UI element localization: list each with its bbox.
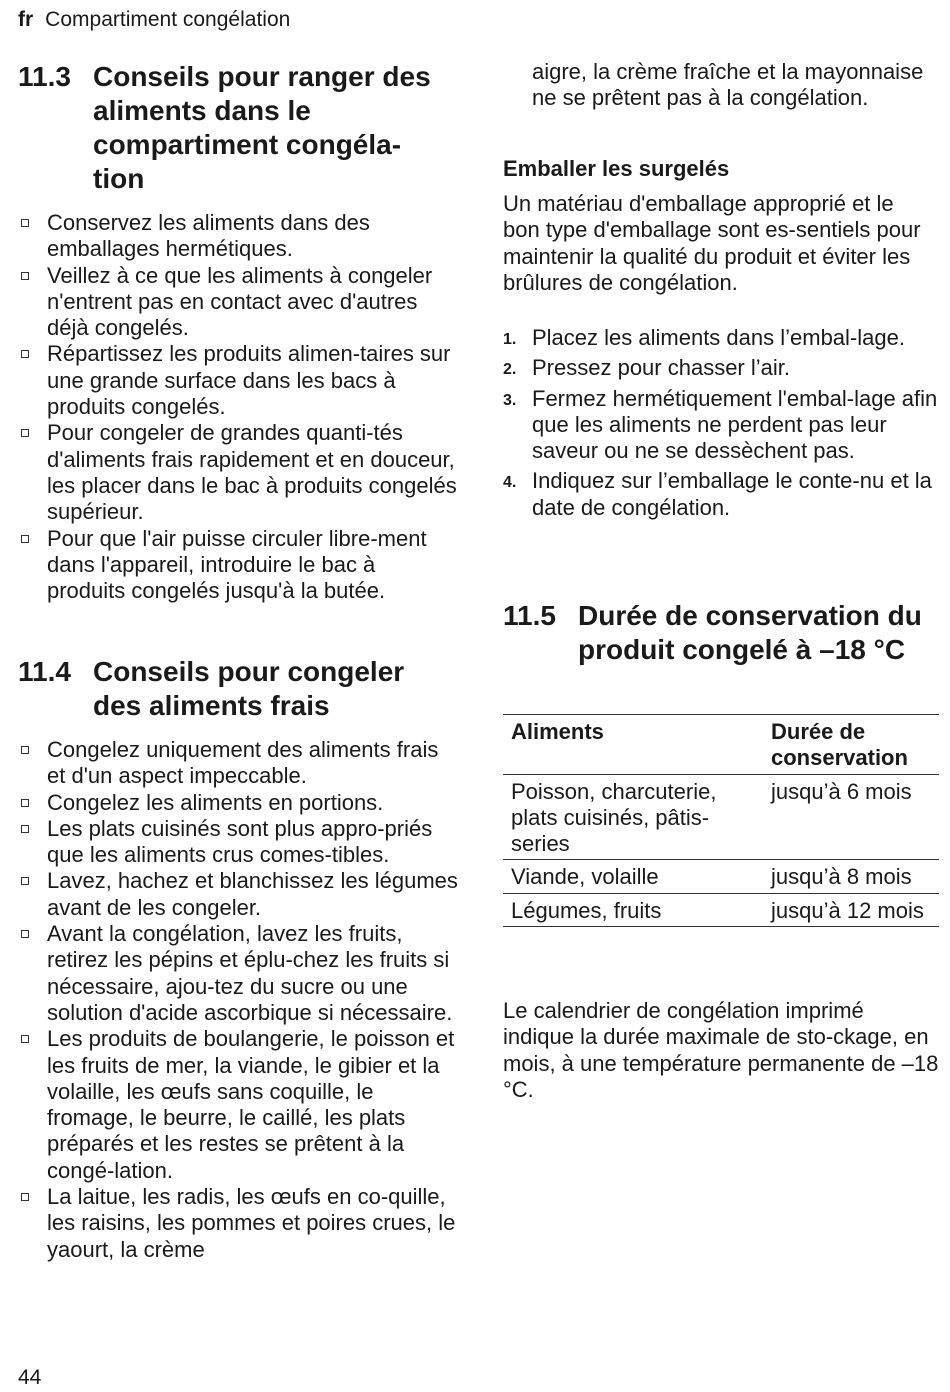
bullet-square-icon [21, 799, 29, 807]
list-continuation-text: aigre, la crème fraîche et la mayonnaise ne se prêtent pas à la congélation. [532, 59, 924, 111]
step-item [503, 468, 939, 521]
bullet-square-icon [21, 825, 29, 833]
section-number: 11.5 [503, 600, 556, 631]
page-header [18, 8, 290, 32]
list-item-text: Les produits de boulangerie, le poisson et les fruits de mer, la viande, le gibier et la volaille, les œufs sans coquille, le fromage, le beurre, le caillé, les plats préparés et les restes se prêtent à la congé-lation. [47, 1026, 455, 1183]
step-item [503, 386, 939, 465]
list-item [18, 868, 458, 921]
section-heading: Durée de conservation du produit congelé à –18 °C [578, 600, 922, 665]
step-number: 1. [503, 331, 517, 348]
list-item-text: Congelez uniquement des aliments frais et d'un aspect impeccable. [47, 737, 439, 789]
duration-cell: jusqu’à 12 mois [763, 893, 939, 926]
bullet-square-icon [21, 219, 29, 227]
food-cell: Légumes, fruits [503, 893, 763, 926]
calendar-note: Le calendrier de congélation imprimé indique la durée maximale de sto-ckage, en mois, à une température permanente de –18 °C. [503, 998, 939, 1102]
header-title: Compartiment congélation [45, 8, 291, 31]
column-header-duration: Durée de conservation [763, 715, 939, 775]
list-item [18, 790, 458, 816]
step-text: Pressez pour chasser l’air. [532, 355, 790, 381]
list-item [18, 210, 458, 263]
list-item-text: La laitue, les radis, les œufs en co-quille, les raisins, les pommes et poires crues, le yaourt, la crème [47, 1184, 456, 1262]
list-item-text: Pour que l'air puisse circuler libre-ment dans l'appareil, introduire le bac à produits congelés jusqu'à la butée. [47, 525, 427, 604]
section-11-3-title [18, 60, 448, 196]
bullet-square-icon [21, 1193, 29, 1201]
list-item [18, 526, 458, 605]
list-item [18, 737, 458, 790]
section-number: 11.4 [18, 656, 71, 687]
section-number: 11.3 [18, 61, 71, 92]
duration-cell: jusqu’à 6 mois [763, 774, 939, 860]
bullet-square-icon [21, 930, 29, 938]
list-item-text: Les plats cuisinés sont plus appro-priés que les aliments crus comes-tibles. [47, 815, 433, 868]
section-heading: Conseils pour ranger des aliments dans le compartiment congéla-tion [93, 61, 431, 194]
step-number: 4. [503, 474, 517, 492]
list-item-text: Conservez les aliments dans des emballages hermétiques. [47, 210, 370, 262]
list-item-text: Répartissez les produits alimen-taires sur une grande surface dans les bacs à produits congelés. [47, 341, 451, 420]
bullet-square-icon [21, 350, 29, 358]
table-header-row [503, 715, 939, 775]
section-11-5-title [503, 599, 939, 667]
list-item [18, 1026, 458, 1184]
table-row [503, 860, 939, 893]
column-header-foods: Aliments [503, 715, 763, 775]
page-number: 44 [18, 1366, 42, 1389]
section-11-4-title [18, 655, 448, 723]
list-item-text: Avant la congélation, lavez les fruits, retirez les pépins et éplu-chez les fruits si nécessaire, ajou-tez du sucre ou une solution d'acide ascorbique si nécessaire. [47, 921, 453, 1025]
list-item [18, 341, 458, 420]
step-text: Placez les aliments dans l’embal-lage. [532, 325, 905, 350]
bullet-square-icon [21, 1035, 29, 1043]
list-item-text: Pour congeler de grandes quanti-tés d'aliments frais rapidement et en douceur, les placer dans le bac à produits congelés supérieur. [47, 420, 457, 525]
list-item [18, 263, 458, 342]
language-code: fr [18, 8, 34, 31]
list-item [18, 1184, 458, 1263]
list-item-text: Congelez les aliments en portions. [47, 789, 384, 815]
step-number: 3. [503, 391, 517, 409]
list-item [18, 921, 458, 1026]
duration-cell: jusqu’à 8 mois [763, 860, 939, 893]
step-item [503, 325, 939, 351]
bullet-square-icon [21, 429, 29, 437]
bullet-square-icon [21, 877, 29, 885]
step-text: Fermez hermétiquement l'embal-lage afin que les aliments ne perdent pas leur saveur ou ne se dessèchent pas. [532, 385, 938, 464]
section-heading: Conseils pour congeler des aliments frais [93, 656, 405, 721]
step-text: Indiquez sur l’emballage le conte-nu et la date de congélation. [532, 468, 932, 520]
table-row [503, 893, 939, 926]
section-11-3-list [18, 210, 458, 604]
list-item [18, 420, 458, 525]
list-item-text: Veillez à ce que les aliments à congeler n'entrent pas en contact avec d'autres déjà congelés. [47, 262, 433, 341]
packaging-heading: Emballer les surgelés [503, 156, 730, 181]
storage-duration-table [503, 714, 939, 927]
list-item-text: Lavez, hachez et blanchissez les légumes avant de les congeler. [47, 868, 458, 920]
step-number: 2. [503, 361, 517, 379]
list-item [18, 816, 458, 869]
bullet-square-icon [21, 535, 29, 543]
food-cell: Viande, volaille [503, 860, 763, 893]
section-11-4-list [18, 737, 458, 1263]
bullet-square-icon [21, 746, 29, 754]
packaging-steps [503, 325, 939, 525]
packaging-intro: Un matériau d'emballage approprié et le bon type d'emballage sont es-sentiels pour maintenir la qualité du produit et éviter les brûlures de congélation. [503, 191, 921, 295]
food-cell: Poisson, charcuterie, plats cuisinés, pâtis-series [503, 774, 763, 860]
table-row [503, 774, 939, 860]
bullet-square-icon [21, 272, 29, 280]
step-item [503, 355, 939, 381]
